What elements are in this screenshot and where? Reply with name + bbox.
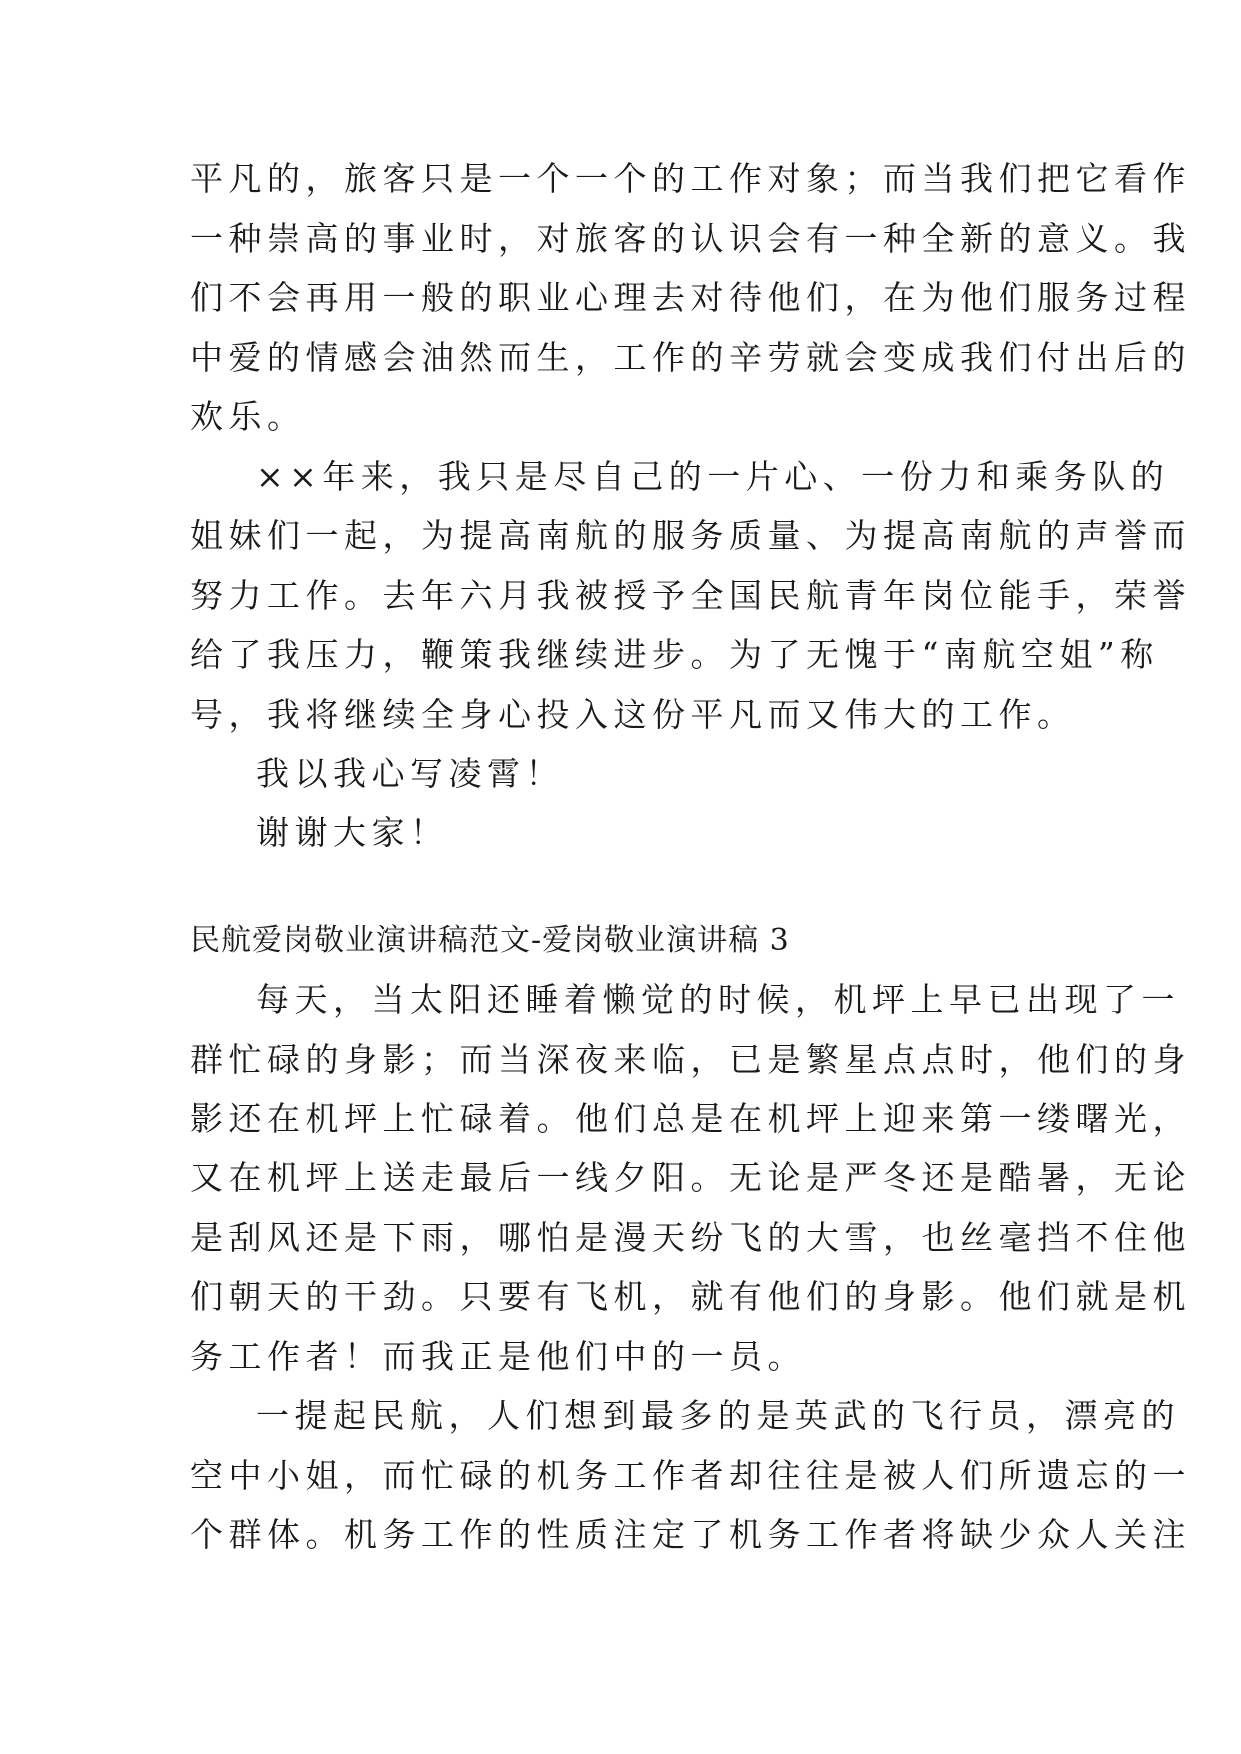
text-line: 欢乐。 bbox=[190, 397, 306, 436]
text-line: 中爱的情感会油然而生，工作的辛劳就会变成我们付出后的 bbox=[190, 338, 1191, 377]
text-line: 努力工作。去年六月我被授予全国民航青年岗位能手，荣誉 bbox=[190, 576, 1191, 615]
text-line: 们朝天的干劲。只要有飞机，就有他们的身影。他们就是机 bbox=[190, 1277, 1191, 1316]
text-line: 姐妹们一起，为提高南航的服务质量、为提高南航的声誉而 bbox=[190, 516, 1191, 555]
paragraph-first-line: 一提起民航，人们想到最多的是英武的飞行员，漂亮的 bbox=[256, 1396, 1180, 1435]
text-line: 给了我压力，鞭策我继续进步。为了无愧于“南航空姐”称 bbox=[190, 635, 1159, 674]
paragraph-first-line: ××年来，我只是尽自己的一片心、一份力和乘务队的 bbox=[256, 457, 1170, 496]
text-line: 影还在机坪上忙碌着。他们总是在机坪上迎来第一缕曙光， bbox=[190, 1099, 1191, 1138]
text-line: 号，我将继续全身心投入这份平凡而又伟大的工作。 bbox=[190, 695, 1076, 734]
text-line: 务工作者！而我正是他们中的一员。 bbox=[190, 1337, 806, 1376]
text-line: 一种崇高的事业时，对旅客的认识会有一种全新的意义。我 bbox=[190, 219, 1191, 258]
thanks-line: 谢谢大家！ bbox=[256, 813, 449, 852]
section-title: 民航爱岗敬业演讲稿范文-爱岗敬业演讲稿 3 bbox=[190, 923, 790, 958]
text-line: 是刮风还是下雨，哪怕是漫天纷飞的大雪，也丝毫挡不住他 bbox=[190, 1218, 1191, 1257]
text-line: 平凡的，旅客只是一个一个的工作对象；而当我们把它看作 bbox=[190, 159, 1191, 198]
text-line: 个群体。机务工作的性质注定了机务工作者将缺少众人关注 bbox=[190, 1515, 1191, 1554]
text-line: 又在机坪上送走最后一线夕阳。无论是严冬还是酷暑，无论 bbox=[190, 1158, 1191, 1197]
closing-line: 我以我心写凌霄！ bbox=[256, 754, 564, 793]
paragraph-first-line: 每天，当太阳还睡着懒觉的时候，机坪上早已出现了一 bbox=[256, 980, 1180, 1019]
text-line: 群忙碌的身影；而当深夜来临，已是繁星点点时，他们的身 bbox=[190, 1040, 1191, 1079]
text-line: 空中小姐，而忙碌的机务工作者却往往是被人们所遗忘的一 bbox=[190, 1456, 1191, 1495]
text-line: 们不会再用一般的职业心理去对待他们，在为他们服务过程 bbox=[190, 278, 1191, 317]
